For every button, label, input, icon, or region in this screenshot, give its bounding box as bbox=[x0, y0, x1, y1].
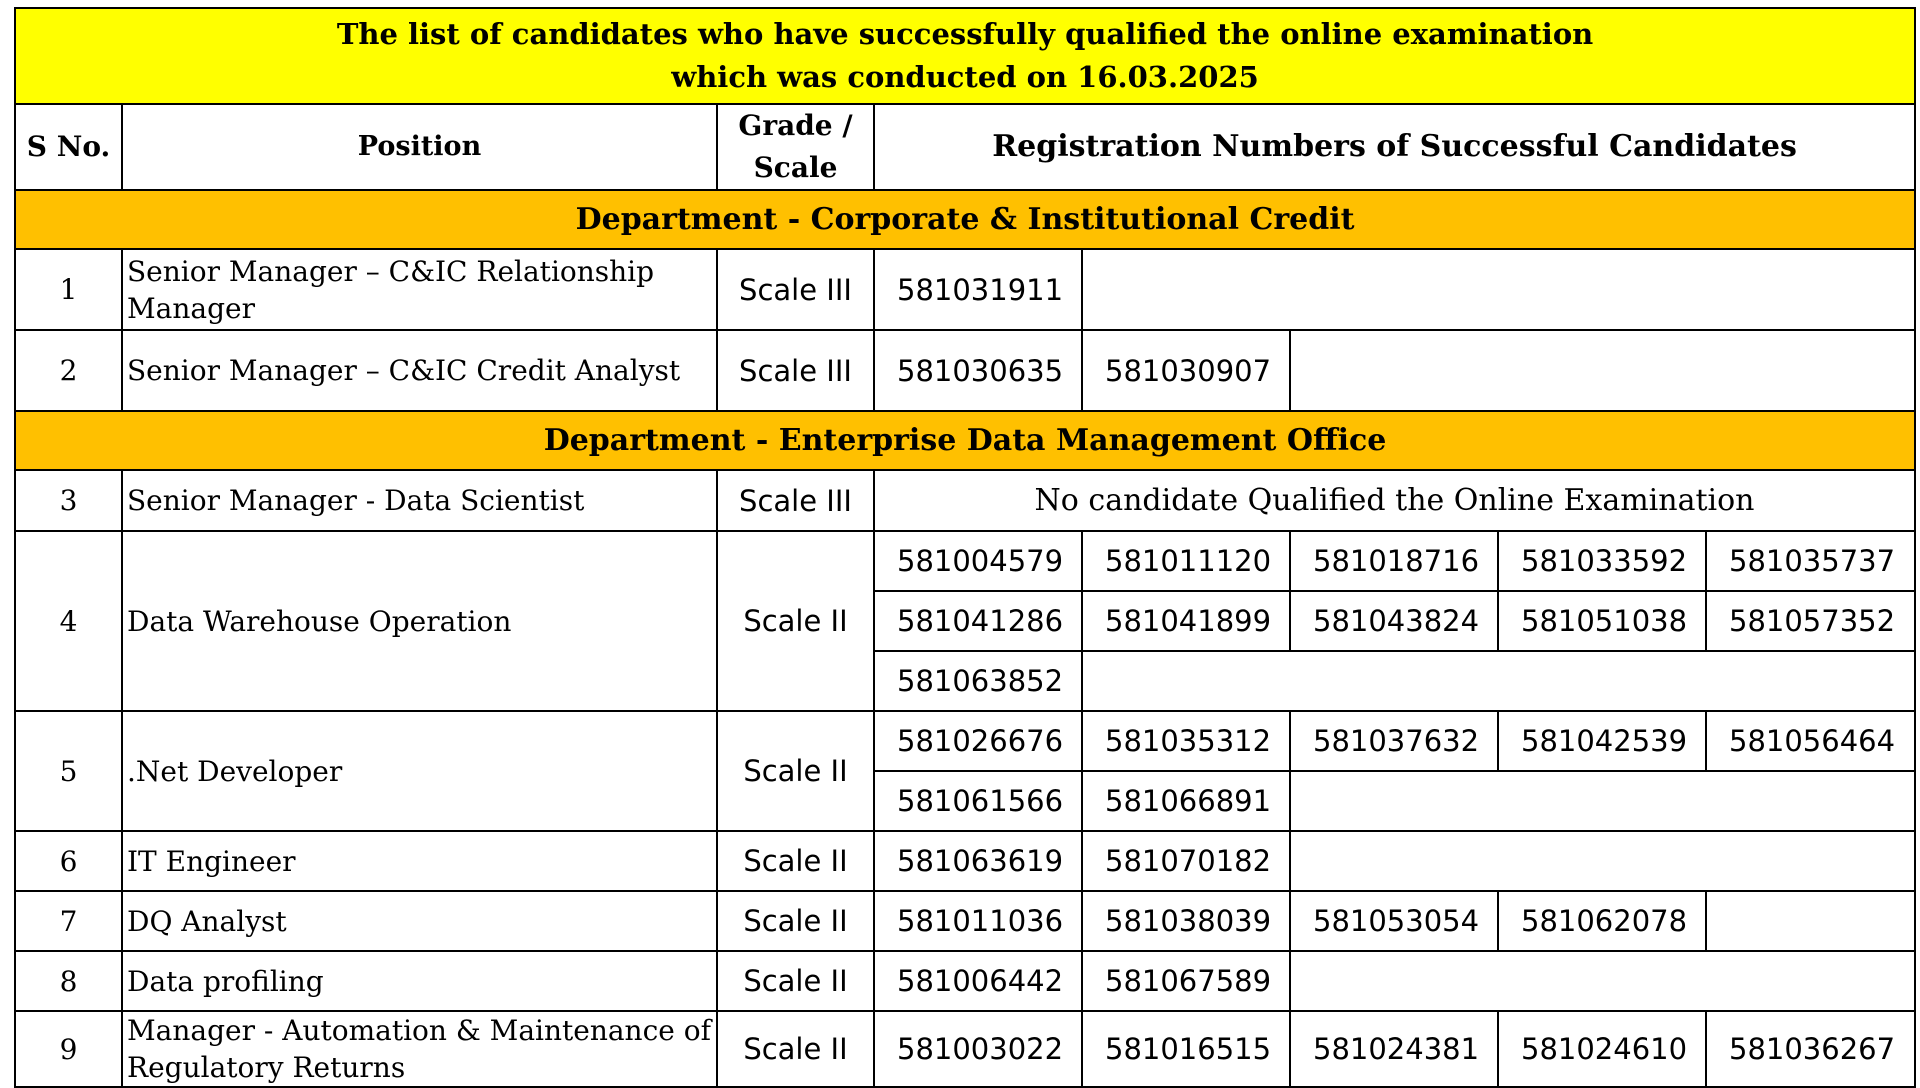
registration-number: 581067589 bbox=[1082, 951, 1290, 1011]
registration-number: 581041286 bbox=[874, 591, 1082, 651]
position-name: Senior Manager - Data Scientist bbox=[122, 470, 717, 531]
registration-number: 581066891 bbox=[1082, 771, 1290, 831]
registration-number: 581057352 bbox=[1706, 591, 1915, 651]
title-row bbox=[15, 8, 1915, 104]
registration-number: 581024381 bbox=[1290, 1011, 1498, 1087]
table-row bbox=[15, 531, 1915, 591]
position-name: IT Engineer bbox=[122, 831, 717, 891]
title-line-1: The list of candidates who have successfully qualified the online examination bbox=[336, 17, 1594, 51]
no-candidate-note: No candidate Qualified the Online Examination bbox=[874, 470, 1915, 531]
document-title bbox=[15, 8, 1915, 104]
table-row bbox=[15, 891, 1915, 951]
registration-number: 581063852 bbox=[874, 651, 1082, 711]
table-row bbox=[15, 831, 1915, 891]
grade-scale: Scale II bbox=[717, 891, 874, 951]
table-row bbox=[15, 711, 1915, 771]
grade-scale: Scale II bbox=[717, 711, 874, 831]
header-sno: S No. bbox=[15, 104, 122, 190]
department-row bbox=[15, 190, 1915, 249]
registration-number: 581062078 bbox=[1498, 891, 1706, 951]
serial-number: 5 bbox=[15, 711, 122, 831]
registration-number: 581030635 bbox=[874, 330, 1082, 411]
table-row bbox=[15, 470, 1915, 531]
serial-number: 4 bbox=[15, 531, 122, 711]
grade-scale: Scale III bbox=[717, 470, 874, 531]
serial-number: 3 bbox=[15, 470, 122, 531]
registration-number: 581011036 bbox=[874, 891, 1082, 951]
grade-scale: Scale II bbox=[717, 831, 874, 891]
header-row bbox=[15, 104, 1915, 190]
title-line-2: which was conducted on 16.03.2025 bbox=[671, 60, 1259, 94]
registration-number: 581036267 bbox=[1706, 1011, 1915, 1087]
header-grade-line-2: Scale bbox=[753, 151, 838, 184]
serial-number: 9 bbox=[15, 1011, 122, 1087]
registration-number: 581024610 bbox=[1498, 1011, 1706, 1087]
registration-number: 581043824 bbox=[1290, 591, 1498, 651]
registration-number: 581070182 bbox=[1082, 831, 1290, 891]
position-name: Senior Manager – C&IC Credit Analyst bbox=[122, 330, 717, 411]
header-position: Position bbox=[122, 104, 717, 190]
table-row bbox=[15, 1011, 1915, 1087]
registration-number: 581006442 bbox=[874, 951, 1082, 1011]
registration-number: 581035737 bbox=[1706, 531, 1915, 591]
serial-number: 6 bbox=[15, 831, 122, 891]
registration-number: 581003022 bbox=[874, 1011, 1082, 1087]
registration-number: 581018716 bbox=[1290, 531, 1498, 591]
grade-scale: Scale II bbox=[717, 531, 874, 711]
table-row bbox=[15, 951, 1915, 1011]
registration-number: 581056464 bbox=[1706, 711, 1915, 771]
registration-number: 581016515 bbox=[1082, 1011, 1290, 1087]
position-name: Data profiling bbox=[122, 951, 717, 1011]
registration-number: 581038039 bbox=[1082, 891, 1290, 951]
serial-number: 1 bbox=[15, 249, 122, 330]
table-row bbox=[15, 249, 1915, 330]
registration-number: 581041899 bbox=[1082, 591, 1290, 651]
empty-cell bbox=[1290, 831, 1915, 891]
grade-scale: Scale III bbox=[717, 249, 874, 330]
position-name: Manager - Automation & Maintenance of Regulatory Returns bbox=[122, 1011, 717, 1087]
header-grade-line-1: Grade / bbox=[738, 109, 853, 142]
registration-number: 581004579 bbox=[874, 531, 1082, 591]
empty-cell bbox=[1290, 951, 1915, 1011]
registration-number: 581033592 bbox=[1498, 531, 1706, 591]
position-name: .Net Developer bbox=[122, 711, 717, 831]
registration-number: 581042539 bbox=[1498, 711, 1706, 771]
empty-cell bbox=[1706, 891, 1915, 951]
header-registration: Registration Numbers of Successful Candidates bbox=[874, 104, 1915, 190]
department-header: Department - Corporate & Institutional Credit bbox=[15, 190, 1915, 249]
grade-scale: Scale II bbox=[717, 951, 874, 1011]
serial-number: 2 bbox=[15, 330, 122, 411]
grade-scale: Scale II bbox=[717, 1011, 874, 1087]
empty-cell bbox=[1082, 249, 1915, 330]
position-name: DQ Analyst bbox=[122, 891, 717, 951]
empty-cell bbox=[1290, 771, 1915, 831]
registration-number: 581061566 bbox=[874, 771, 1082, 831]
registration-number: 581051038 bbox=[1498, 591, 1706, 651]
department-row bbox=[15, 411, 1915, 470]
results-table bbox=[14, 7, 1916, 1088]
registration-number: 581026676 bbox=[874, 711, 1082, 771]
empty-cell bbox=[1290, 330, 1915, 411]
registration-number: 581053054 bbox=[1290, 891, 1498, 951]
table-row bbox=[15, 330, 1915, 411]
registration-number: 581035312 bbox=[1082, 711, 1290, 771]
registration-number: 581030907 bbox=[1082, 330, 1290, 411]
serial-number: 7 bbox=[15, 891, 122, 951]
registration-number: 581037632 bbox=[1290, 711, 1498, 771]
registration-number: 581063619 bbox=[874, 831, 1082, 891]
position-name: Senior Manager – C&IC Relationship Manager bbox=[122, 249, 717, 330]
department-header: Department - Enterprise Data Management Office bbox=[15, 411, 1915, 470]
serial-number: 8 bbox=[15, 951, 122, 1011]
registration-number: 581011120 bbox=[1082, 531, 1290, 591]
registration-number: 581031911 bbox=[874, 249, 1082, 330]
position-name: Data Warehouse Operation bbox=[122, 531, 717, 711]
header-grade bbox=[717, 104, 874, 190]
grade-scale: Scale III bbox=[717, 330, 874, 411]
results-document bbox=[14, 7, 1916, 1088]
empty-cell bbox=[1082, 651, 1915, 711]
